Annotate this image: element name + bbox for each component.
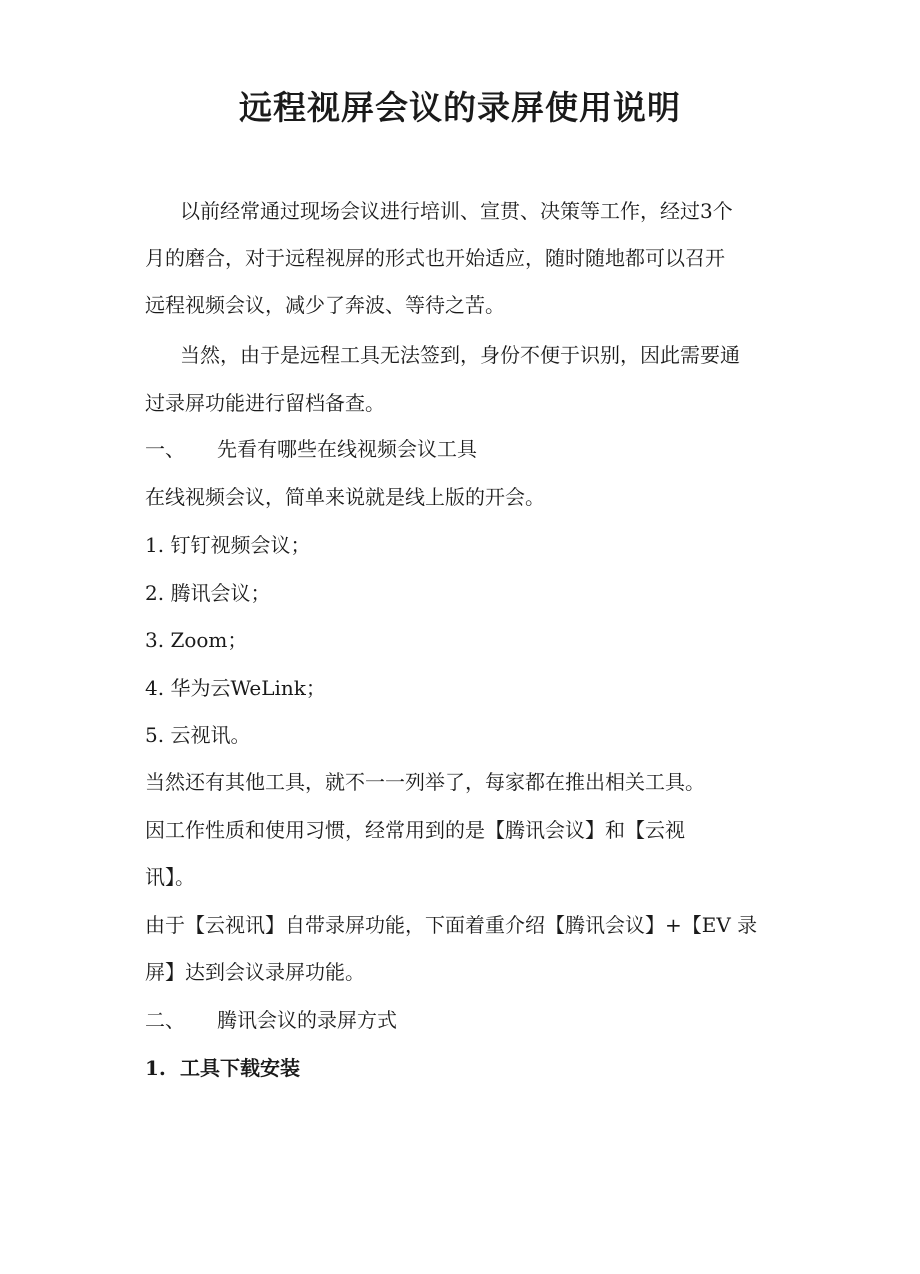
paragraph-3: 当然还有其他工具，就不一一列举了，每家都在推出相关工具。 — [145, 770, 705, 794]
paragraph-5-line-2: 屏】达到会议录屏功能。 — [145, 960, 365, 984]
section-1-number: 一、 — [145, 437, 185, 461]
tool-list-item: 1. 钉钉视频会议； — [145, 533, 311, 557]
paragraph-4-line-1: 因工作性质和使用习惯，经常用到的是【腾讯会议】和【云视 — [145, 818, 685, 842]
paragraph-1-line-2: 月的磨合，对于远程视屏的形式也开始适应，随时随地都可以召开 — [145, 246, 725, 270]
document-title: 远程视屏会议的录屏使用说明 — [239, 88, 681, 127]
paragraph-4-line-2: 讯】。 — [145, 865, 195, 889]
tool-list-item: 3. Zoom； — [145, 628, 248, 652]
tool-list-item: 5. 云视讯。 — [145, 723, 251, 747]
tool-list-item: 2. 腾讯会议； — [145, 581, 271, 605]
section-2-title: 腾讯会议的录屏方式 — [217, 1008, 397, 1032]
paragraph-1-line-1: 以前经常通过现场会议进行培训、宣贯、决策等工作，经过3个 — [180, 199, 733, 223]
paragraph-1-line-3: 远程视频会议，减少了奔波、等待之苦。 — [145, 293, 505, 317]
paragraph-2-line-1: 当然，由于是远程工具无法签到，身份不便于识别，因此需要通 — [180, 343, 740, 367]
section-1-title: 先看有哪些在线视频会议工具 — [217, 437, 477, 461]
subsection-1-title: 工具下载安装 — [180, 1056, 300, 1080]
subsection-1-number: 1. — [145, 1056, 166, 1080]
tool-list-item: 4. 华为云WeLink； — [145, 676, 326, 700]
section-1-intro: 在线视频会议，简单来说就是线上版的开会。 — [145, 485, 545, 509]
paragraph-5-line-1: 由于【云视讯】自带录屏功能，下面着重介绍【腾讯会议】+【EV 录 — [145, 913, 758, 937]
section-2-number: 二、 — [145, 1008, 185, 1032]
paragraph-2-line-2: 过录屏功能进行留档备查。 — [145, 391, 385, 415]
